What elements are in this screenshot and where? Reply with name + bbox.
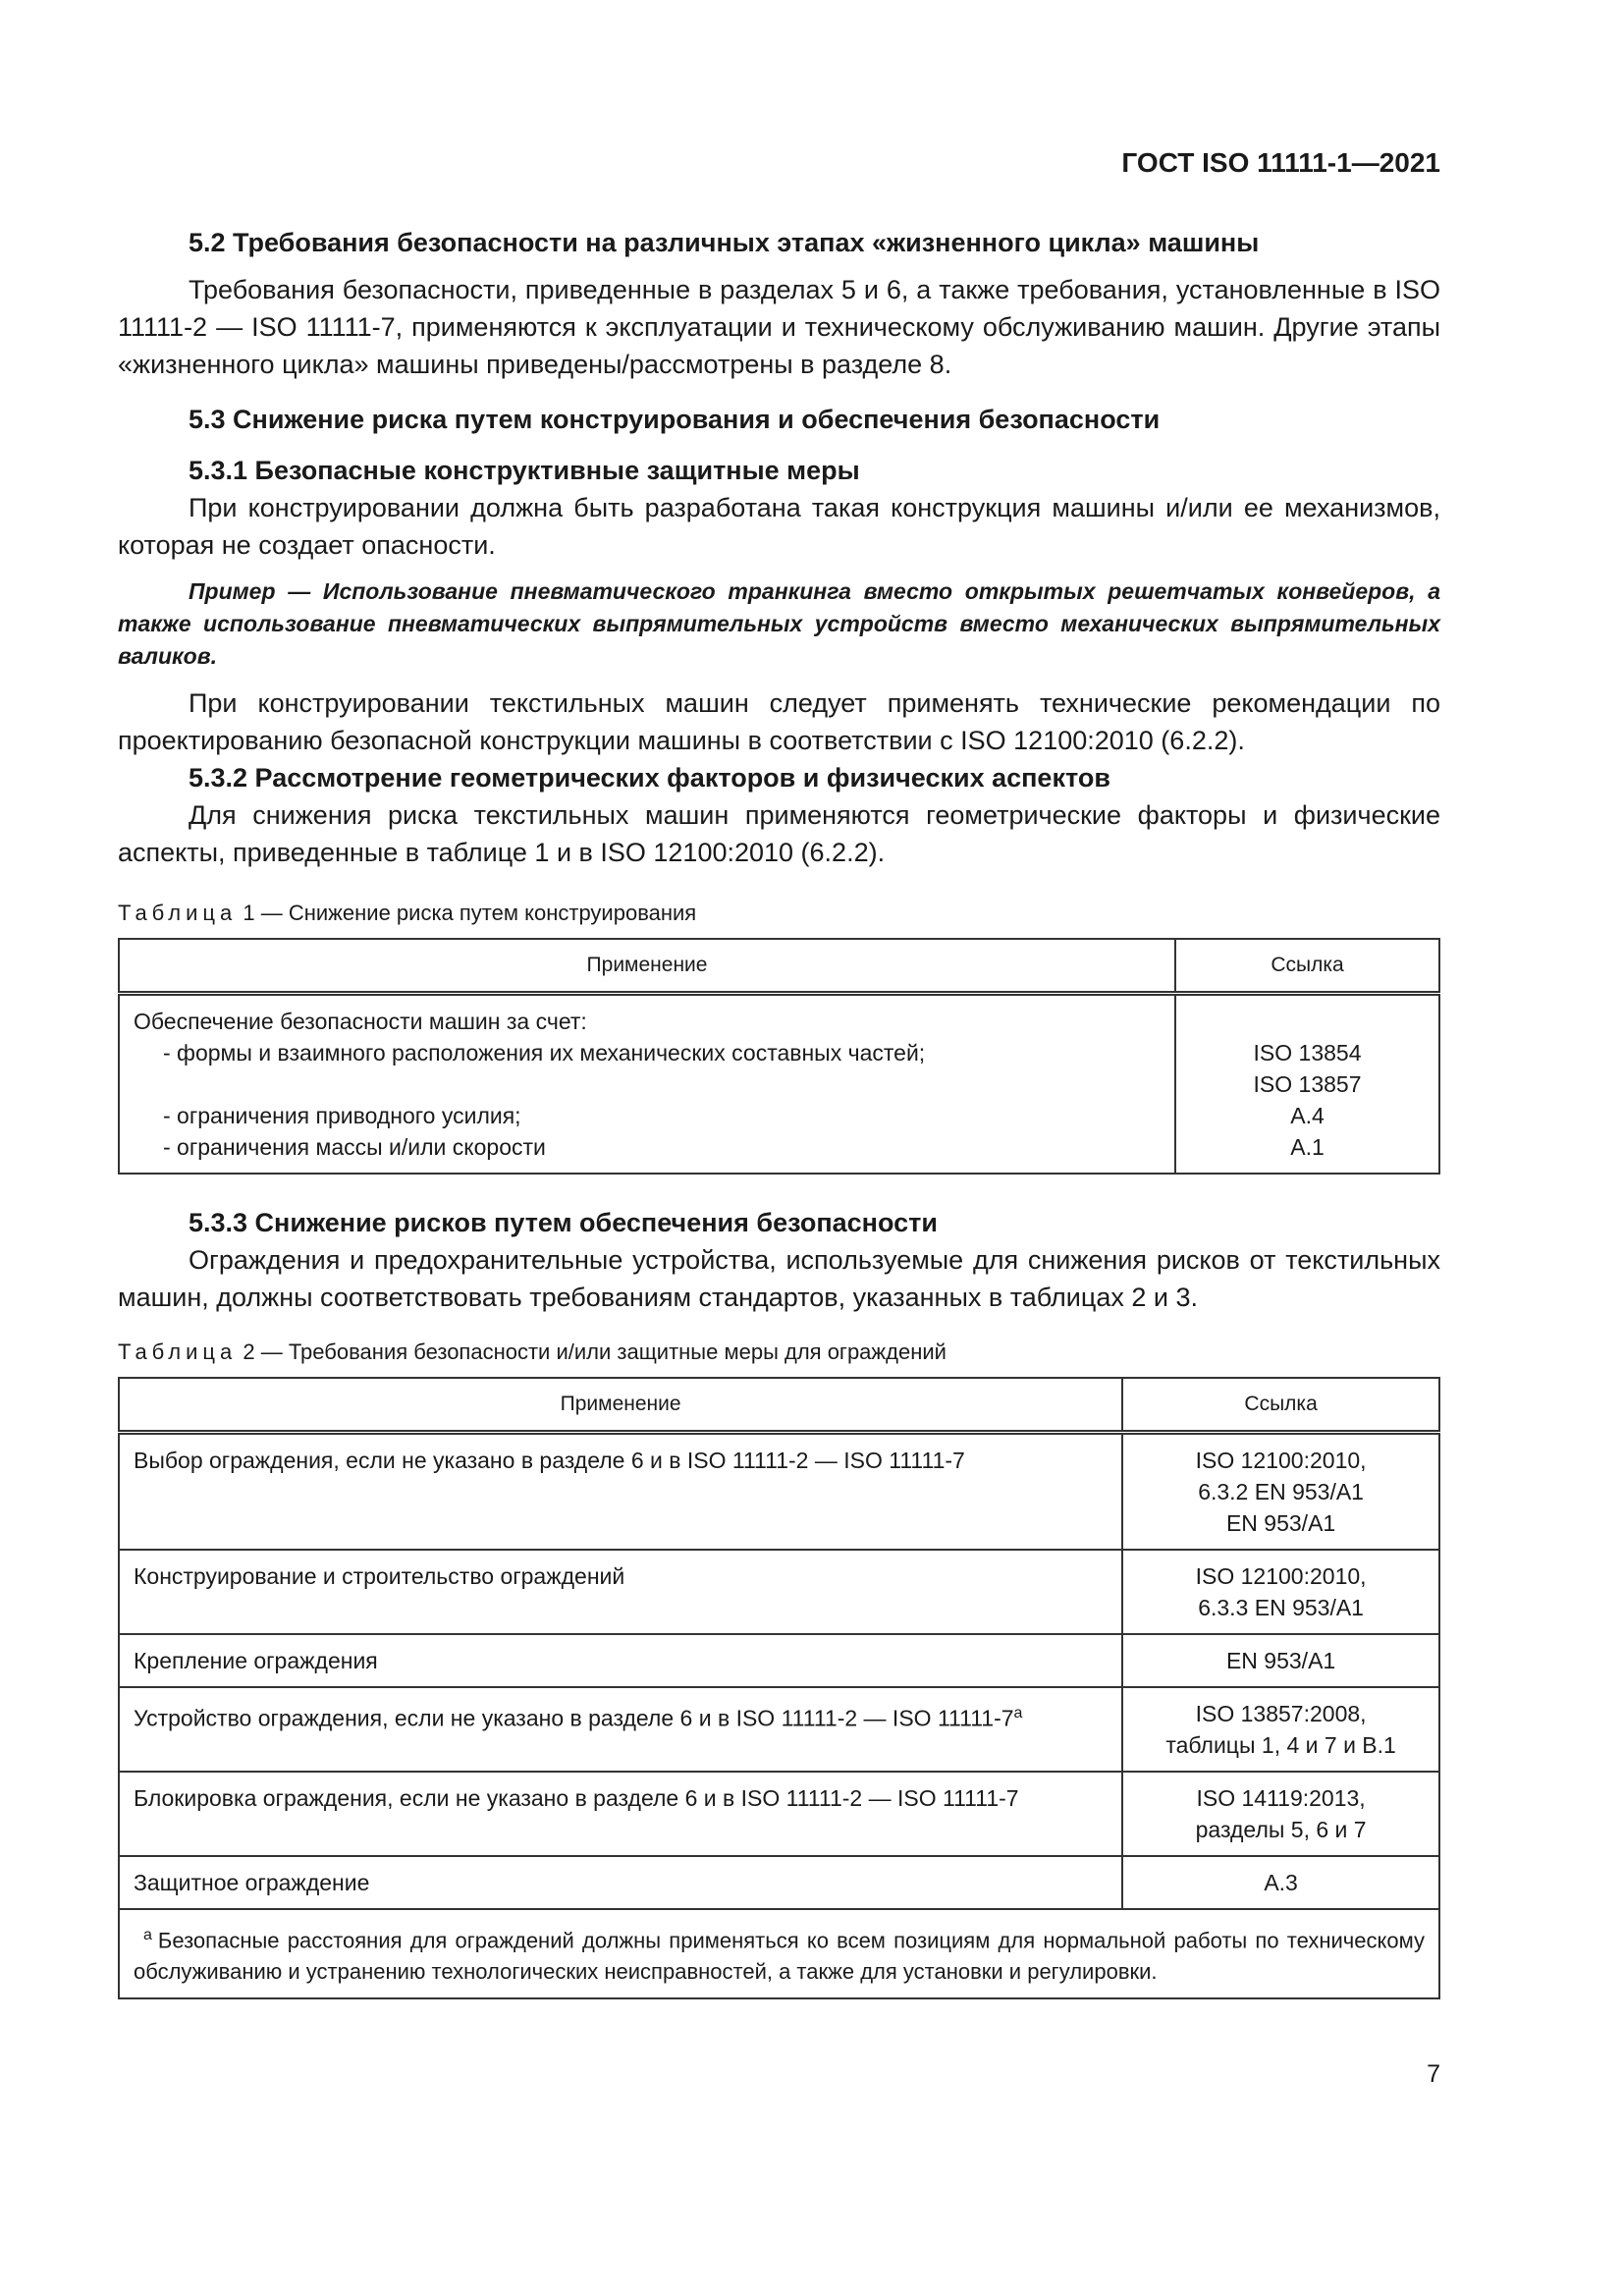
- table1-header-application: Применение: [119, 939, 1175, 994]
- table-row: [119, 1856, 1439, 1909]
- table-1: [118, 938, 1440, 1175]
- table-row: [119, 1433, 1439, 1551]
- table2-ref-line: ISO 12100:2010,: [1195, 1448, 1367, 1473]
- table1-caption-label: Таблица: [118, 901, 238, 925]
- section-5-2-title: 5.2 Требования безопасности на различных этапах «жизненного цикла» машины: [189, 228, 1260, 257]
- footnote-text: Безопасные расстояния для ограждений должны применяться ко всем позициям для нормальной работы по техническому обслуживанию и устранению технологических неисправностей, а также для установки и регулировки.: [134, 1928, 1425, 1985]
- table2-application-cell: Защитное ограждение: [119, 1856, 1122, 1909]
- table1-application-cell: [119, 994, 1175, 1175]
- table-row: [119, 1550, 1439, 1634]
- table-note-row: [119, 1909, 1439, 1998]
- table2-ref-line: ISO 13857:2008,: [1195, 1701, 1367, 1726]
- section-5-3-title: 5.3 Снижение риска путем конструирования и обеспечения безопасности: [189, 405, 1161, 434]
- table2-ref-line: А.3: [1264, 1870, 1298, 1895]
- table2-application-cell: Конструирование и строительство ограждений: [119, 1550, 1122, 1634]
- table1-item: - ограничения приводного усилия;: [163, 1103, 521, 1128]
- table1-intro: Обеспечение безопасности машин за счет:: [134, 1009, 587, 1034]
- section-5-3-2-title: 5.3.2 Рассмотрение геометрических факторов и физических аспектов: [189, 763, 1110, 793]
- table2-application-text: Устройство ограждения, если не указано в разделе 6 и в ISO 11111-2 — ISO 11111-7: [134, 1705, 1014, 1731]
- footnote-marker: a: [1013, 1705, 1023, 1722]
- section-5-3-3-title: 5.3.3 Снижение рисков путем обеспечения безопасности: [189, 1208, 938, 1237]
- table2-application-cell: [119, 1687, 1122, 1772]
- table1-item: - формы и взаимного расположения их механических составных частей;: [163, 1040, 926, 1066]
- table2-reference-cell: [1122, 1634, 1439, 1687]
- table1-reference-cell: [1175, 994, 1439, 1175]
- table2-application-cell: Крепление ограждения: [119, 1634, 1122, 1687]
- section-5-3-1-text: При конструировании должна быть разработана такая конструкция машины и/или ее механизмов, которая не создает опасности.: [118, 493, 1440, 560]
- section-5-2-text: Требования безопасности, приведенные в разделах 5 и 6, а также требования, установленные в ISO 11111-2 — ISO 11111-7, применяются к эксплуатации и техническому обслуживанию машин. Другие этапы «жизненного цикла» машины приведены/рассмотрены в разделе 8.: [118, 275, 1440, 379]
- table-row: [119, 1634, 1439, 1687]
- section-5-3-2-text: Для снижения риска текстильных машин применяются геометрические факторы и физические аспекты, приведенные в таблице 1 и в ISO 12100:2010 (6.2.2).: [118, 800, 1440, 867]
- section-5-3-3-text: Ограждения и предохранительные устройства, используемые для снижения рисков от текстильных машин, должны соответствовать требованиям стандартов, указанных в таблицах 2 и 3.: [118, 1245, 1440, 1312]
- example-note: Пример — Использование пневматического транкинга вместо открытых решетчатых конвейеров, а также использование пневматических выпрямительных устройств вместо механических выпрямительных валиков.: [118, 578, 1440, 669]
- table1-header-reference: Ссылка: [1175, 939, 1439, 994]
- table2-ref-line: 6.3.3 EN 953/A1: [1198, 1595, 1364, 1620]
- table2-ref-line: EN 953/A1: [1225, 1510, 1336, 1536]
- table-2: [118, 1377, 1440, 1999]
- table1-ref-spacer: [1190, 1006, 1425, 1037]
- table1-caption: [118, 899, 1440, 928]
- table2-ref-line: EN 953/A1: [1225, 1648, 1336, 1673]
- table2-reference-cell: [1122, 1550, 1439, 1634]
- table-row: [119, 1687, 1439, 1772]
- table2-reference-cell: [1122, 1856, 1439, 1909]
- table1-ref: A.4: [1290, 1103, 1325, 1128]
- table2-header-reference: Ссылка: [1122, 1378, 1439, 1433]
- footnote-mark: a: [143, 1927, 152, 1943]
- table-row: [119, 994, 1439, 1175]
- section-5-3-1-text2: При конструировании текстильных машин следует применять технические рекомендации по проектированию безопасной конструкции машины в соответствии с ISO 12100:2010 (6.2.2).: [118, 688, 1440, 755]
- table2-reference-cell: [1122, 1433, 1439, 1551]
- table1-item: - ограничения массы и/или скорости: [163, 1134, 546, 1160]
- table2-ref-line: ISO 12100:2010,: [1195, 1563, 1367, 1589]
- table2-ref-line: ISO 14119:2013,: [1196, 1785, 1366, 1811]
- page-number: 7: [1427, 2060, 1440, 2088]
- table2-application-cell: Блокировка ограждения, если не указано в разделе 6 и в ISO 11111-2 — ISO 11111-7: [119, 1772, 1122, 1856]
- table2-header-application: Применение: [119, 1378, 1122, 1433]
- table2-caption-text: 2 — Требования безопасности и/или защитные меры для ограждений: [243, 1339, 947, 1364]
- page-content: [118, 224, 1440, 1999]
- table1-spacer: [134, 1068, 1161, 1100]
- table2-application-cell: Выбор ограждения, если не указано в разделе 6 и в ISO 11111-2 — ISO 11111-7: [119, 1433, 1122, 1551]
- table2-caption: [118, 1338, 1440, 1367]
- document-id: ГОСТ ISO 11111-1—2021: [1121, 147, 1440, 178]
- table2-ref-line: разделы 5, 6 и 7: [1195, 1817, 1367, 1842]
- table2-reference-cell: [1122, 1687, 1439, 1772]
- table1-ref: A.1: [1290, 1134, 1325, 1160]
- table-row: [119, 1772, 1439, 1856]
- table1-ref: ISO 13857: [1253, 1071, 1362, 1097]
- section-5-3-1-title: 5.3.1 Безопасные конструктивные защитные меры: [189, 456, 860, 485]
- table2-reference-cell: [1122, 1772, 1439, 1856]
- table2-ref-line: таблицы 1, 4 и 7 и В.1: [1165, 1732, 1396, 1758]
- table1-caption-text: 1 — Снижение риска путем конструирования: [243, 901, 697, 925]
- table2-caption-label: Таблица: [118, 1339, 238, 1364]
- table2-footnote: [119, 1909, 1439, 1998]
- table1-ref: ISO 13854: [1253, 1040, 1362, 1066]
- table2-ref-line: 6.3.2 EN 953/A1: [1198, 1479, 1364, 1504]
